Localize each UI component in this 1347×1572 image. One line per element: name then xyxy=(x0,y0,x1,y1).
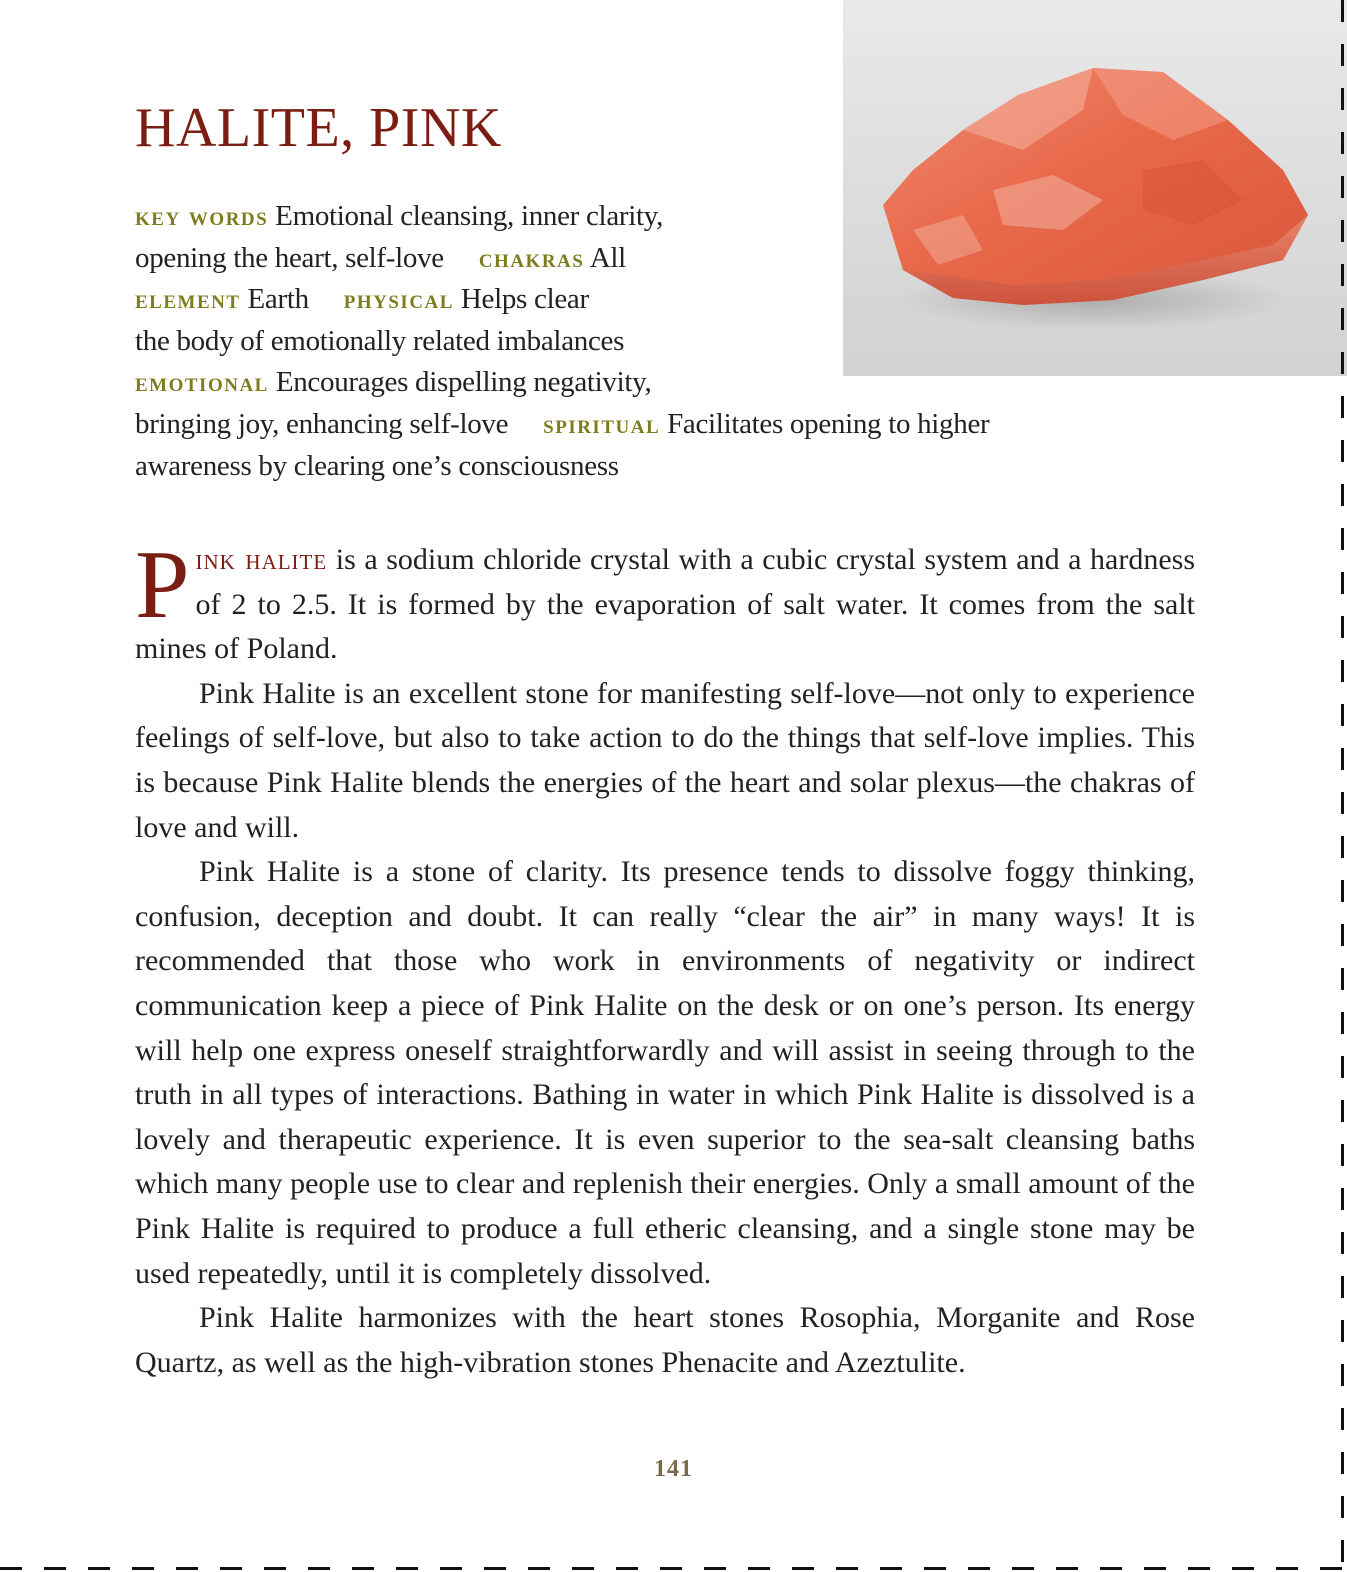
crop-mark xyxy=(528,1567,550,1570)
crop-mark xyxy=(1341,924,1344,946)
key-words-value-cont: opening the heart, self-love xyxy=(135,241,444,274)
crop-mark xyxy=(1341,748,1344,770)
crop-mark xyxy=(1144,1567,1166,1570)
crop-mark xyxy=(1341,396,1344,418)
crop-mark xyxy=(1232,1567,1254,1570)
properties-line xyxy=(135,279,989,321)
crop-mark xyxy=(1320,1567,1342,1570)
crop-mark xyxy=(1341,264,1344,286)
crop-mark xyxy=(792,1567,814,1570)
crop-mark xyxy=(1341,1276,1344,1298)
crop-mark xyxy=(1341,1144,1344,1166)
paragraph: Pink Halite is an excellent stone for manifesting self-love—not only to experience feelings of self-love, but also to take action to do the things that self-love implies. This is because Pink Halite blends the energies of the heart and solar plexus—the chakras of love and will. xyxy=(135,676,1195,844)
crop-mark xyxy=(1276,1567,1298,1570)
crop-mark xyxy=(880,1567,902,1570)
crop-mark xyxy=(1341,572,1344,594)
crop-mark xyxy=(1341,792,1344,814)
key-words-value: Emotional cleansing, inner clarity, xyxy=(275,200,664,232)
crop-mark xyxy=(1341,880,1344,902)
crop-mark xyxy=(1341,88,1344,110)
paragraph: Pink Halite is a stone of clarity. Its presence tends to dissolve foggy thinking, confusion, deception and doubt. It can really “clear the air” in many ways! It is recommended that those who work in environments of negativity or indirect communication keep a piece of Pink Halite on the desk or on one’s person. Its energy will help one express oneself straightforwardly and will assist in seeing through to the truth in all types of interactions. Bathing in water in which Pink Halite is dissolved is a lovely and therapeutic experience. It is even superior to the sea-salt cleansing baths which many people use to clear and replenish their energies. Only a small amount of the Pink Halite is required to produce a full etheric cleansing, and a single stone may be used repeatedly, until it is completely dissolved. xyxy=(135,855,1195,1290)
crop-mark xyxy=(1341,44,1344,66)
crop-mark xyxy=(1341,616,1344,638)
element-value: Earth xyxy=(247,283,309,316)
crop-mark xyxy=(1341,0,1344,22)
crop-mark xyxy=(1341,132,1344,154)
crop-mark xyxy=(132,1567,154,1570)
spiritual-label: spiritual xyxy=(543,408,661,439)
crop-mark xyxy=(1341,176,1344,198)
crop-mark xyxy=(0,1567,22,1570)
crop-mark xyxy=(1100,1567,1122,1570)
crop-mark xyxy=(1188,1567,1210,1570)
crop-mark xyxy=(1341,1496,1344,1518)
crop-mark xyxy=(924,1567,946,1570)
element-label: element xyxy=(135,284,241,315)
crop-mark xyxy=(1341,308,1344,330)
crop-mark xyxy=(968,1567,990,1570)
emotional-value-cont: bringing joy, enhancing self-love xyxy=(135,407,509,440)
properties-line xyxy=(135,446,989,488)
crop-mark xyxy=(660,1567,682,1570)
page-number: 141 xyxy=(654,1456,693,1482)
properties-line xyxy=(135,362,989,404)
crop-mark xyxy=(1341,440,1344,462)
crop-mark xyxy=(748,1567,770,1570)
crop-mark xyxy=(88,1567,110,1570)
crop-mark xyxy=(1341,220,1344,242)
page-title: HALITE, PINK xyxy=(135,97,502,159)
crop-mark xyxy=(264,1567,286,1570)
crop-mark xyxy=(308,1567,330,1570)
crop-mark xyxy=(1341,660,1344,682)
crop-mark xyxy=(1341,968,1344,990)
emotional-value: Encourages dispelling negativity, xyxy=(275,366,652,399)
physical-value-cont: the body of emotionally related imbalances xyxy=(135,324,625,357)
crop-mark xyxy=(1341,1364,1344,1386)
crop-mark xyxy=(616,1567,638,1570)
crop-mark xyxy=(396,1567,418,1570)
crop-mark xyxy=(1341,1056,1344,1078)
crop-mark xyxy=(1341,1540,1344,1562)
crop-mark xyxy=(220,1567,242,1570)
spiritual-value: Facilitates opening to higher xyxy=(667,407,990,440)
crop-mark xyxy=(704,1567,726,1570)
crop-mark xyxy=(1341,1012,1344,1034)
properties-block xyxy=(135,196,989,487)
body-text xyxy=(135,531,1195,1385)
crop-mark xyxy=(1056,1567,1078,1570)
lead-in: ink halite xyxy=(195,543,328,576)
crop-mark xyxy=(1012,1567,1034,1570)
crop-mark xyxy=(1341,836,1344,858)
crop-mark xyxy=(1341,1320,1344,1342)
drop-cap: P xyxy=(135,531,190,639)
chakras-label: chakras xyxy=(478,242,585,273)
crop-mark xyxy=(1341,1188,1344,1210)
crop-marks-bottom xyxy=(0,1562,1347,1572)
crop-mark xyxy=(1341,1100,1344,1122)
physical-label: physical xyxy=(343,284,454,315)
crop-mark xyxy=(1341,1408,1344,1430)
crop-mark xyxy=(1341,528,1344,550)
paragraph-text: is a sodium chloride crystal with a cubic crystal system and a hardness of 2 to 2.5. It is formed by the evaporation of salt water. It comes from the salt mines of Poland. xyxy=(135,543,1195,666)
crop-mark xyxy=(1341,1452,1344,1474)
crop-marks-right xyxy=(1337,0,1347,1572)
crop-mark xyxy=(836,1567,858,1570)
crop-mark xyxy=(1341,1232,1344,1254)
properties-line xyxy=(135,238,989,280)
crop-mark xyxy=(572,1567,594,1570)
crop-mark xyxy=(176,1567,198,1570)
physical-value: Helps clear xyxy=(460,283,589,316)
properties-line xyxy=(135,321,989,363)
crop-mark xyxy=(1341,704,1344,726)
properties-line xyxy=(135,404,989,446)
spiritual-value-cont: awareness by clearing one’s consciousness xyxy=(135,449,619,482)
properties-line xyxy=(135,196,989,238)
key-words-label: key words xyxy=(135,201,269,231)
emotional-label: emotional xyxy=(135,367,269,398)
crop-mark xyxy=(440,1567,462,1570)
paragraph-intro xyxy=(135,531,1195,672)
chakras-value: All xyxy=(589,241,626,274)
paragraph: Pink Halite harmonizes with the heart stones Rosophia, Morganite and Rose Quartz, as well as the high-vibration stones Phenacite and Azeztulite. xyxy=(135,1301,1195,1379)
crop-mark xyxy=(44,1567,66,1570)
crop-mark xyxy=(484,1567,506,1570)
crop-mark xyxy=(352,1567,374,1570)
crop-mark xyxy=(1341,352,1344,374)
crop-mark xyxy=(1341,484,1344,506)
